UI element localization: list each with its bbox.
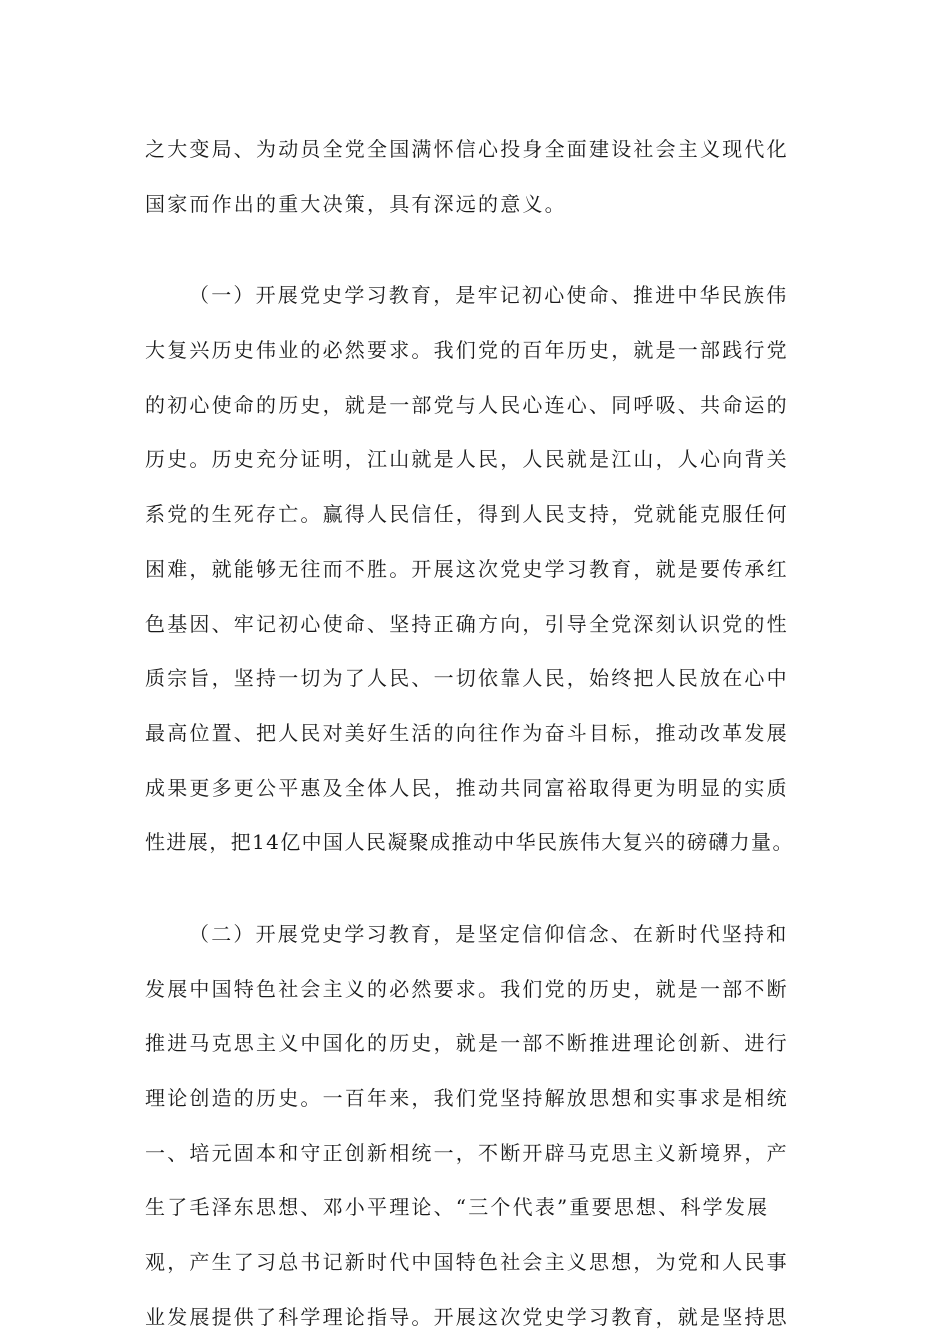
- paragraph-line: 色基因、牢记初心使命、坚持正确方向，引导全党深刻认识党的性: [145, 611, 789, 636]
- paragraph-line: 国家而作出的重大决策，具有深远的意义。: [145, 191, 567, 216]
- paragraph-spacer: [145, 231, 805, 268]
- paragraph-line: 观，产生了习总书记新时代中国特色社会主义思想，为党和人民事: [145, 1250, 789, 1275]
- paragraph-3: [145, 907, 805, 1344]
- paragraph-line: 最高位置、把人民对美好生活的向往作为奋斗目标，推动改革发展: [145, 720, 789, 745]
- paragraph-spacer: [145, 870, 805, 907]
- paragraph-line: 生了毛泽东思想、邓小平理论、“三个代表”重要思想、科学发展: [145, 1195, 770, 1220]
- paragraph-line: 理论创造的历史。一百年来，我们党坚持解放思想和实事求是相统: [145, 1086, 789, 1110]
- paragraph-line: 成果更多更公平惠及全体人民，推动共同富裕取得更为明显的实质: [145, 775, 789, 800]
- paragraph-line: 一、培元固本和守正创新相统一，不断开辟马克思主义新境界，产: [145, 1140, 789, 1165]
- paragraph-line: 之大变局、为动员全党全国满怀信心投身全面建设社会主义现代化: [145, 137, 789, 161]
- paragraph-1: [145, 122, 805, 231]
- paragraph-line: （一）开展党史学习教育，是牢记初心使命、推进中华民族伟: [189, 283, 789, 308]
- paragraph-line: 业发展提供了科学理论指导。开展这次党史学习教育，就是坚持思: [145, 1304, 789, 1329]
- paragraph-line: 质宗旨，坚持一切为了人民、一切依靠人民，始终把人民放在心中: [145, 666, 789, 691]
- paragraph-line: 性进展，把14亿中国人民凝聚成推动中华民族伟大复兴的磅礴力量。: [145, 830, 794, 855]
- paragraph-line: 系党的生死存亡。赢得人民信任，得到人民支持，党就能克服任何: [145, 502, 789, 527]
- paragraph-line: 历史。历史充分证明，江山就是人民，人民就是江山，人心向背关: [145, 447, 789, 472]
- paragraph-line: 困难，就能够无往而不胜。开展这次党史学习教育，就是要传承红: [145, 556, 789, 581]
- paragraph-line: 大复兴历史伟业的必然要求。我们党的百年历史，就是一部践行党: [145, 338, 789, 363]
- paragraph-line: 的初心使命的历史，就是一部党与人民心连心、同呼吸、共命运的: [145, 392, 789, 417]
- paragraph-2: [145, 268, 805, 870]
- paragraph-line: 发展中国特色社会主义的必然要求。我们党的历史，就是一部不断: [145, 976, 789, 1001]
- paragraph-line: 推进马克思主义中国化的历史，就是一部不断推进理论创新、进行: [145, 1031, 789, 1056]
- document-body: [145, 122, 805, 1344]
- paragraph-line: （二）开展党史学习教育，是坚定信仰信念、在新时代坚持和: [189, 921, 789, 946]
